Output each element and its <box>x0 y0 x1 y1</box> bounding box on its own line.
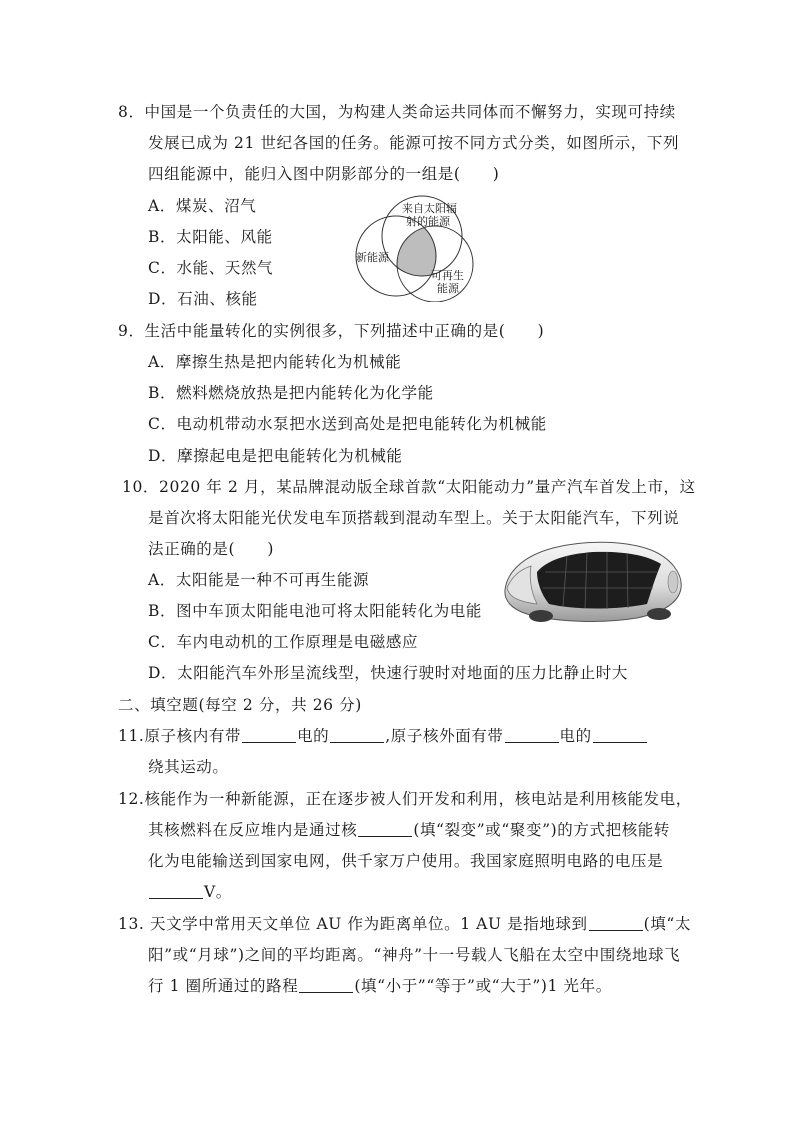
q9-option-d: D．摩擦起电是把电能转化为机械能 <box>148 447 403 465</box>
q9-option-c: C．电动机带动水泵把水送到高处是把电能转化为机械能 <box>148 415 547 433</box>
energy-venn-diagram <box>340 190 490 302</box>
q13-text-3a: 行 1 圈所通过的路程 <box>148 977 299 995</box>
venn-label-solar-2: 射的能源 <box>406 215 450 228</box>
q12-blank-2[interactable] <box>149 882 203 899</box>
q12-line-1: 12.核能作为一种新能源，正在逐步被人们开发和利用，核电站是利用核能发电， <box>118 790 692 808</box>
q10-option-b: B．图中车顶太阳能电池可将太阳能转化为电能 <box>148 602 482 620</box>
q11-blank-1[interactable] <box>242 726 296 743</box>
q8-option-c: C．水能、天然气 <box>148 259 274 277</box>
q11-line-1 <box>118 725 648 747</box>
q8-option-d: D．石油、核能 <box>148 290 258 308</box>
q8-line-1: 8．中国是一个负责任的大国，为构建人类命运共同体而不懈努力，实现可持续 <box>118 103 676 121</box>
q8-option-b: B．太阳能、风能 <box>148 228 273 246</box>
q12-line-3: 化为电能输送到国家电网，供千家万户使用。我国家庭照明电路的电压是 <box>148 852 664 870</box>
venn-label-renewable-1: 可再生 <box>431 269 464 282</box>
q13-text-1b: (填“太 <box>643 915 692 933</box>
solar-car-image <box>497 532 687 630</box>
q12-blank-1[interactable] <box>358 820 412 837</box>
q12-line-2 <box>148 819 670 841</box>
q13-line-1 <box>118 913 691 935</box>
q13-text-1a: 13. 天文学中常用天文单位 AU 作为距离单位。1 AU 是指地球到 <box>118 915 588 933</box>
q11-text-1: 11.原子核内有带 <box>118 727 242 745</box>
venn-label-new: 新能源 <box>356 251 389 264</box>
q10-option-c: C．车内电动机的工作原理是电磁感应 <box>148 633 419 651</box>
q10-option-d: D．太阳能汽车外形呈流线型，快速行驶时对地面的压力比静止时大 <box>148 664 628 682</box>
q12-text-2a: 其核燃料在反应堆内是通过核 <box>148 821 358 839</box>
q11-text-2: 电的 <box>297 727 330 745</box>
q10-line-1: 10．2020 年 2 月，某品牌混动版全球首款“太阳能动力”量产汽车首发上市，这 <box>122 478 696 496</box>
q8-line-3: 四组能源中，能归入图中阴影部分的一组是( ) <box>148 165 500 183</box>
q12-text-2b: (填“裂变”或“聚变”)的方式把核能转 <box>413 821 671 839</box>
venn-label-solar-1: 来自太阳辐 <box>402 202 457 215</box>
q11-text-4: 电的 <box>559 727 592 745</box>
venn-label-renewable-2: 能源 <box>437 282 459 295</box>
q11-blank-2[interactable] <box>330 726 384 743</box>
q13-line-2: 阳”或“月球”)之间的平均距离。“神舟”十一号载人飞船在太空中围绕地球飞 <box>148 946 681 964</box>
q11-line-2: 绕其运动。 <box>148 758 229 776</box>
q9-option-b: B．燃料燃烧放热是把内能转化为化学能 <box>148 384 434 402</box>
q13-text-3b: (填“小于”“等于”或“大于”)1 光年。 <box>354 977 612 995</box>
q10-line-3: 法正确的是( ) <box>148 540 274 558</box>
q8-line-2: 发展已成为 21 世纪各国的任务。能源可按不同方式分类，如图所示，下列 <box>148 134 680 152</box>
q9-line-1: 9．生活中能量转化的实例很多，下列描述中正确的是( ) <box>118 322 545 340</box>
q13-line-3 <box>148 975 612 997</box>
q10-line-2: 是首次将太阳能光伏发电车顶搭载到混动车型上。关于太阳能汽车，下列说 <box>148 509 680 527</box>
q11-blank-3[interactable] <box>505 726 559 743</box>
q12-text-4b: V。 <box>204 883 232 901</box>
q12-line-4 <box>148 881 232 903</box>
q13-blank-1[interactable] <box>589 914 643 931</box>
q10-option-a: A．太阳能是一种不可再生能源 <box>148 571 370 589</box>
q11-blank-4[interactable] <box>593 726 647 743</box>
q9-option-a: A．摩擦生热是把内能转化为机械能 <box>148 353 402 371</box>
q13-blank-2[interactable] <box>299 976 353 993</box>
q11-text-3: ,原子核外面有带 <box>385 727 504 745</box>
section-2-title: 二、填空题(每空 2 分，共 26 分) <box>118 696 362 714</box>
q8-option-a: A．煤炭、沼气 <box>148 197 257 215</box>
